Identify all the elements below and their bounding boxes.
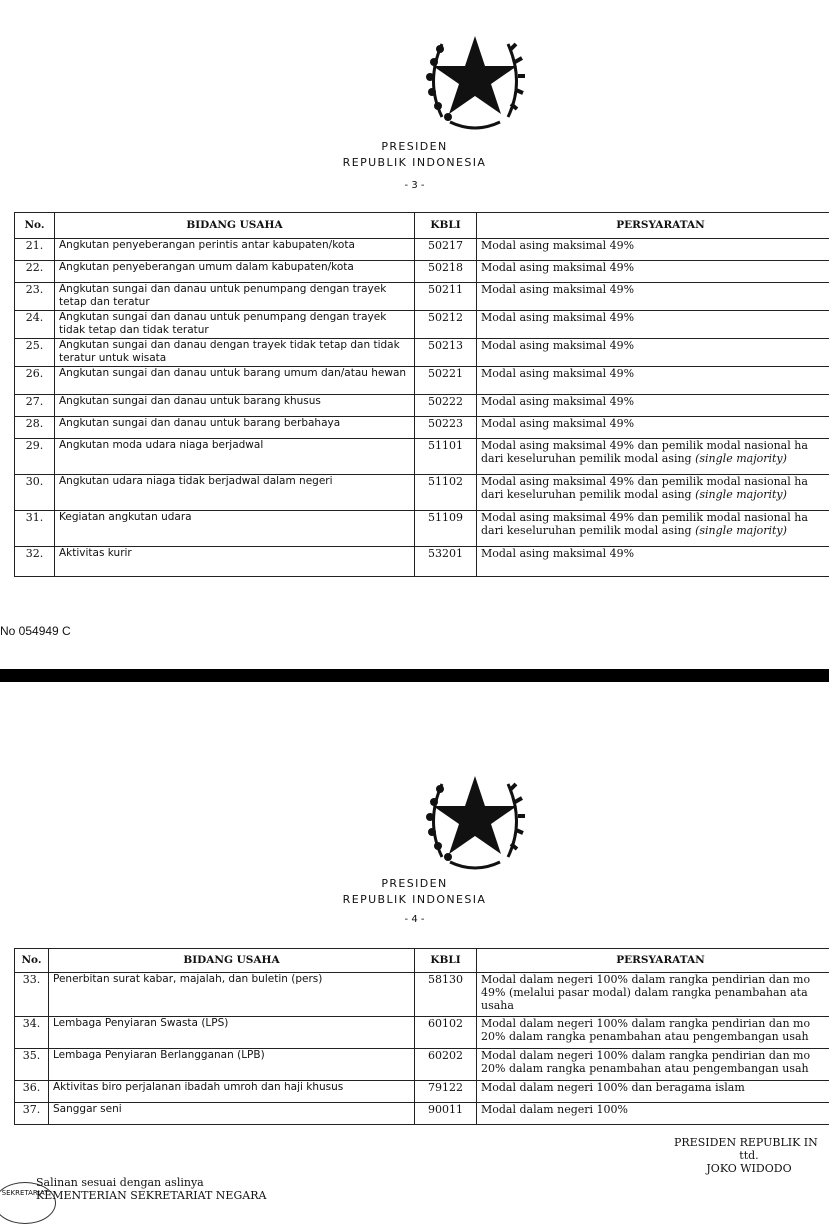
column-header-kbli: KBLI (415, 949, 477, 973)
cell-kbli: 53201 (415, 547, 477, 577)
cell-bidang: Angkutan moda udara niaga berjadwal (55, 439, 415, 475)
cell-bidang: Angkutan sungai dan danau untuk barang khusus (55, 395, 415, 417)
cell-persyaratan: Modal asing maksimal 49% (477, 417, 829, 439)
cell-kbli: 50222 (415, 395, 477, 417)
cell-bidang: Angkutan penyeberangan perintis antar kabupaten/kota (55, 239, 415, 261)
cell-kbli: 79122 (415, 1081, 477, 1103)
page-number: - 3 - (0, 180, 829, 191)
column-header-kbli: KBLI (415, 213, 477, 239)
table-row (15, 239, 829, 261)
cell-bidang: Angkutan sungai dan danau dengan trayek tidak tetap dan tidak teratur untuk wisata (55, 339, 415, 367)
cell-kbli: 50223 (415, 417, 477, 439)
table-row (15, 261, 829, 283)
cell-kbli: 60102 (415, 1017, 477, 1049)
table-row (15, 339, 829, 367)
table-row (15, 395, 829, 417)
signature-ttd: ttd. (669, 1149, 829, 1162)
cell-bidang: Lembaga Penyiaran Berlangganan (LPB) (49, 1049, 415, 1081)
cell-no: 22. (15, 261, 55, 283)
table-row (15, 547, 829, 577)
cell-persyaratan: Modal asing maksimal 49% (477, 339, 829, 367)
persyaratan-line: Modal asing maksimal 49% dan pemilik modal nasional ha (481, 475, 829, 488)
persyaratan-line: usaha (481, 999, 829, 1012)
cell-no: 33. (15, 973, 49, 1017)
cell-bidang: Kegiatan angkutan udara (55, 511, 415, 547)
column-header-persyaratan: PERSYARATAN (477, 949, 829, 973)
table-row (15, 417, 829, 439)
column-header-persyaratan: PERSYARATAN (477, 213, 829, 239)
signature-name: JOKO WIDODO (669, 1162, 829, 1175)
salinan-block (36, 1176, 266, 1202)
table-row (15, 283, 829, 311)
column-header-bidang: BIDANG USAHA (55, 213, 415, 239)
cell-bidang: Angkutan sungai dan danau untuk barang berbahaya (55, 417, 415, 439)
cell-no: 27. (15, 395, 55, 417)
cell-kbli: 50212 (415, 311, 477, 339)
cell-kbli: 58130 (415, 973, 477, 1017)
cell-no: 31. (15, 511, 55, 547)
cell-kbli: 50218 (415, 261, 477, 283)
table-row (15, 1103, 829, 1125)
table-row (15, 439, 829, 475)
persyaratan-italic: (single majority) (695, 524, 787, 537)
cell-kbli: 50217 (415, 239, 477, 261)
table-row (15, 1049, 829, 1081)
cell-bidang: Lembaga Penyiaran Swasta (LPS) (49, 1017, 415, 1049)
cell-bidang: Angkutan penyeberangan umum dalam kabupaten/kota (55, 261, 415, 283)
cell-persyaratan: Modal asing maksimal 49% (477, 367, 829, 395)
persyaratan-line: dari keseluruhan pemilik modal asing (481, 452, 692, 465)
cell-no: 35. (15, 1049, 49, 1081)
header-presiden: PRESIDEN (0, 876, 829, 892)
persyaratan-line: Modal asing maksimal 49% dan pemilik modal nasional ha (481, 439, 829, 452)
cell-no: 24. (15, 311, 55, 339)
cell-bidang: Aktivitas biro perjalanan ibadah umroh dan haji khusus (49, 1081, 415, 1103)
cell-persyaratan: Modal asing maksimal 49% (477, 283, 829, 311)
persyaratan-line: dari keseluruhan pemilik modal asing (481, 524, 692, 537)
signature-title: PRESIDEN REPUBLIK IN (669, 1136, 829, 1149)
persyaratan-line: 20% dalam rangka penambahan atau pengembangan usah (481, 1030, 829, 1043)
cell-persyaratan: Modal asing maksimal 49% (477, 547, 829, 577)
cell-kbli: 60202 (415, 1049, 477, 1081)
cell-bidang: Angkutan sungai dan danau untuk penumpang dengan trayek tidak tetap dan tidak teratur (55, 311, 415, 339)
cell-kbli: 50211 (415, 283, 477, 311)
page-divider (0, 669, 829, 682)
cell-kbli: 50221 (415, 367, 477, 395)
persyaratan-line: dari keseluruhan pemilik modal asing (481, 488, 692, 501)
column-header-no: No. (15, 949, 49, 973)
persyaratan-line: Modal dalam negeri 100% dalam rangka pendirian dan mo (481, 973, 829, 986)
persyaratan-italic: (single majority) (695, 488, 787, 501)
cell-kbli: 51101 (415, 439, 477, 475)
stamp-text: SEKRETARIAT (0, 1189, 55, 1197)
cell-persyaratan (477, 439, 829, 475)
presidential-emblem-icon (420, 762, 530, 872)
document-number: No 054949 C (0, 624, 71, 638)
cell-persyaratan (477, 475, 829, 511)
table-row (15, 311, 829, 339)
header-presiden: PRESIDEN (0, 139, 829, 155)
persyaratan-line: 20% dalam rangka penambahan atau pengembangan usah (481, 1062, 829, 1075)
cell-bidang: Sanggar seni (49, 1103, 415, 1125)
page-number: - 4 - (0, 914, 829, 925)
cell-no: 36. (15, 1081, 49, 1103)
table-row (15, 475, 829, 511)
cell-no: 30. (15, 475, 55, 511)
cell-persyaratan (477, 511, 829, 547)
table-row (15, 1081, 829, 1103)
cell-persyaratan (477, 973, 829, 1017)
salinan-line1: Salinan sesuai dengan aslinya (36, 1176, 266, 1189)
persyaratan-line: Modal asing maksimal 49% dan pemilik modal nasional ha (481, 511, 829, 524)
regulation-table-page3 (14, 212, 829, 577)
column-header-no: No. (15, 213, 55, 239)
presidential-emblem-icon (420, 22, 530, 132)
cell-persyaratan (477, 1049, 829, 1081)
cell-persyaratan: Modal asing maksimal 49% (477, 395, 829, 417)
persyaratan-italic: (single majority) (695, 452, 787, 465)
table-row (15, 1017, 829, 1049)
cell-bidang: Angkutan udara niaga tidak berjadwal dalam negeri (55, 475, 415, 511)
table-row (15, 367, 829, 395)
cell-no: 23. (15, 283, 55, 311)
cell-no: 21. (15, 239, 55, 261)
persyaratan-line: 49% (melalui pasar modal) dalam rangka penambahan ata (481, 986, 829, 999)
table-row (15, 511, 829, 547)
cell-kbli: 50213 (415, 339, 477, 367)
cell-persyaratan: Modal dalam negeri 100% dan beragama islam (477, 1081, 829, 1103)
header-republik: REPUBLIK INDONESIA (0, 155, 829, 171)
signature-block (669, 1136, 829, 1175)
cell-no: 32. (15, 547, 55, 577)
cell-no: 26. (15, 367, 55, 395)
cell-no: 28. (15, 417, 55, 439)
regulation-table-page4 (14, 948, 829, 1125)
cell-bidang: Penerbitan surat kabar, majalah, dan buletin (pers) (49, 973, 415, 1017)
salinan-line2: KEMENTERIAN SEKRETARIAT NEGARA (36, 1189, 266, 1202)
cell-kbli: 51102 (415, 475, 477, 511)
persyaratan-line: Modal dalam negeri 100% dalam rangka pendirian dan mo (481, 1049, 829, 1062)
persyaratan-line: Modal dalam negeri 100% dalam rangka pendirian dan mo (481, 1017, 829, 1030)
cell-persyaratan: Modal asing maksimal 49% (477, 239, 829, 261)
cell-no: 29. (15, 439, 55, 475)
cell-kbli: 90011 (415, 1103, 477, 1125)
cell-bidang: Aktivitas kurir (55, 547, 415, 577)
cell-no: 37. (15, 1103, 49, 1125)
column-header-bidang: BIDANG USAHA (49, 949, 415, 973)
cell-kbli: 51109 (415, 511, 477, 547)
cell-persyaratan: Modal asing maksimal 49% (477, 261, 829, 283)
cell-persyaratan (477, 1017, 829, 1049)
cell-persyaratan: Modal dalam negeri 100% (477, 1103, 829, 1125)
header-republik: REPUBLIK INDONESIA (0, 892, 829, 908)
table-row (15, 973, 829, 1017)
cell-bidang: Angkutan sungai dan danau untuk penumpang dengan trayek tetap dan teratur (55, 283, 415, 311)
cell-bidang: Angkutan sungai dan danau untuk barang umum dan/atau hewan (55, 367, 415, 395)
cell-no: 34. (15, 1017, 49, 1049)
cell-no: 25. (15, 339, 55, 367)
cell-persyaratan: Modal asing maksimal 49% (477, 311, 829, 339)
